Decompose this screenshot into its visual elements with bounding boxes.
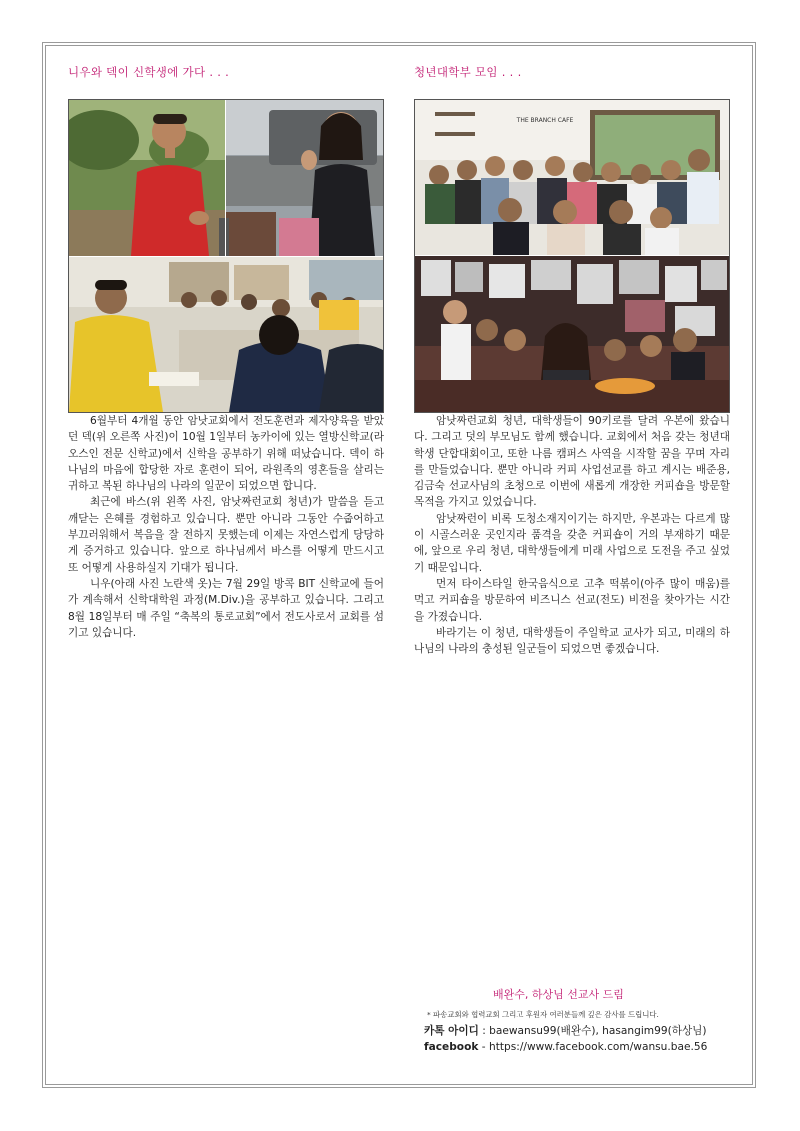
contact-block: [424, 1023, 707, 1055]
right-paragraph: 먼저 타이스타일 한국음식으로 고추 떡볶이(아주 많이 매움)를 먹고 커피숍을 방문하여 비즈니스 선교(전도) 비전을 찾아가는 시간을 가졌습니다.: [414, 577, 730, 623]
facebook-url[interactable]: - https://www.facebook.com/wansu.bae.56: [478, 1041, 708, 1053]
right-column: [414, 62, 730, 657]
facebook-line: [424, 1039, 707, 1055]
kakao-line: [424, 1023, 707, 1039]
signature: 배완수, 하상님 선교사 드림: [493, 988, 624, 1001]
facebook-label: facebook: [424, 1041, 479, 1053]
right-paragraph: 암낫짜런교회 청년, 대학생들이 90키로를 달려 우본에 왔습니다. 그리고 덧의 부모님도 함께 했습니다. 교회에서 처음 갖는 청년대학생 단합대회이고, 또한 나름 캠퍼스 사역을 시작할 꿈을 꾸며 자리를 만들었습니다. 뿐만 아니라 커피 사업선교를 하고 계시는 배준용, 김금숙 선교사님의 초청으로 이번에 새롭게 개장한 커피숍을 방문할 목적을 가지고 있었습니다.: [414, 415, 730, 509]
right-body-text: [414, 413, 730, 657]
photo-niu-classroom: [69, 257, 383, 412]
left-paragraph: 6월부터 4개월 동안 암낫교회에서 전도훈련과 제자양육을 받았던 덱(위 오른쪽 사진)이 10월 1일부터 농카이에 있는 열방신학교(라오스인 전문 신학교)에서 신학을 공부하기 위해 떠났습니다. 덱이 하나님의 마음에 합당한 자로 훈련이 되어, 라원족의 영혼들을 살리는 귀하고 복된 하나님의 나라의 일꾼이 되었으면 합니다.: [68, 415, 384, 493]
kakao-label: 카톡 아이디: [424, 1025, 479, 1037]
cafe-sign: THE BRANCH CAFE: [516, 117, 574, 124]
left-section-title: 니우와 덱이 신학생에 가다 . . .: [68, 65, 230, 79]
right-section-title: 청년대학부 모임 . . .: [414, 65, 522, 79]
photo-bas: [69, 100, 225, 256]
left-photo-collage: [68, 99, 384, 413]
left-body-text: [68, 413, 384, 641]
left-column: [68, 62, 384, 641]
left-paragraph: 최근에 바스(위 왼쪽 사진, 암낫짜런교회 청년)가 말씀을 듣고 깨닫는 은혜를 경험하고 있습니다. 뿐만 아니라 그동안 수줍어하고 부끄러워해서 복음을 잘 전하지 못했는데 이제는 자연스럽게 당당하게 증거하고 있습니다. 앞으로 하나님께서 바스를 어떻게 만드시고 또 어떻게 사용하실지 기대가 됩니다.: [68, 496, 384, 574]
right-paragraph: 암낫짜런이 비록 도청소재지이기는 하지만, 우본과는 다르게 많이 시골스러운 곳인지라 품격을 갖춘 커피숍이 거의 부재하기 때문에, 앞으로 우리 청년, 대학생들에게 미래 사업으로 도전을 주고 싶었기 때문입니다.: [414, 512, 730, 574]
photo-deck: [219, 100, 383, 256]
thanks-note: * 파송교회와 협력교회 그리고 후원자 여러분들께 깊은 감사를 드립니다.: [427, 1010, 659, 1019]
photo-cafe-group: [415, 100, 729, 255]
group-photo-graphic: [415, 100, 729, 412]
photo-collage-graphic: [69, 100, 383, 412]
left-paragraph: 니우(아래 사진 노란색 옷)는 7월 29일 방콕 BIT 신학교에 들어가 계속해서 신학대학원 과정(M.Div.)을 공부하고 있습니다. 그리고 8월 18일부터 매 주일 “축복의 통로교회”에서 전도사로서 교회를 섬기고 있습니다.: [68, 577, 384, 639]
right-paragraph: 바라기는 이 청년, 대학생들이 주일학교 교사가 되고, 미래의 하나님의 나라의 충성된 일군들이 되었으면 좋겠습니다.: [414, 626, 730, 656]
photo-cafe-posters: [415, 256, 729, 412]
kakao-ids: : baewansu99(배완수), hasangim99(하상님): [478, 1025, 707, 1037]
right-photo-collage: [414, 99, 730, 413]
